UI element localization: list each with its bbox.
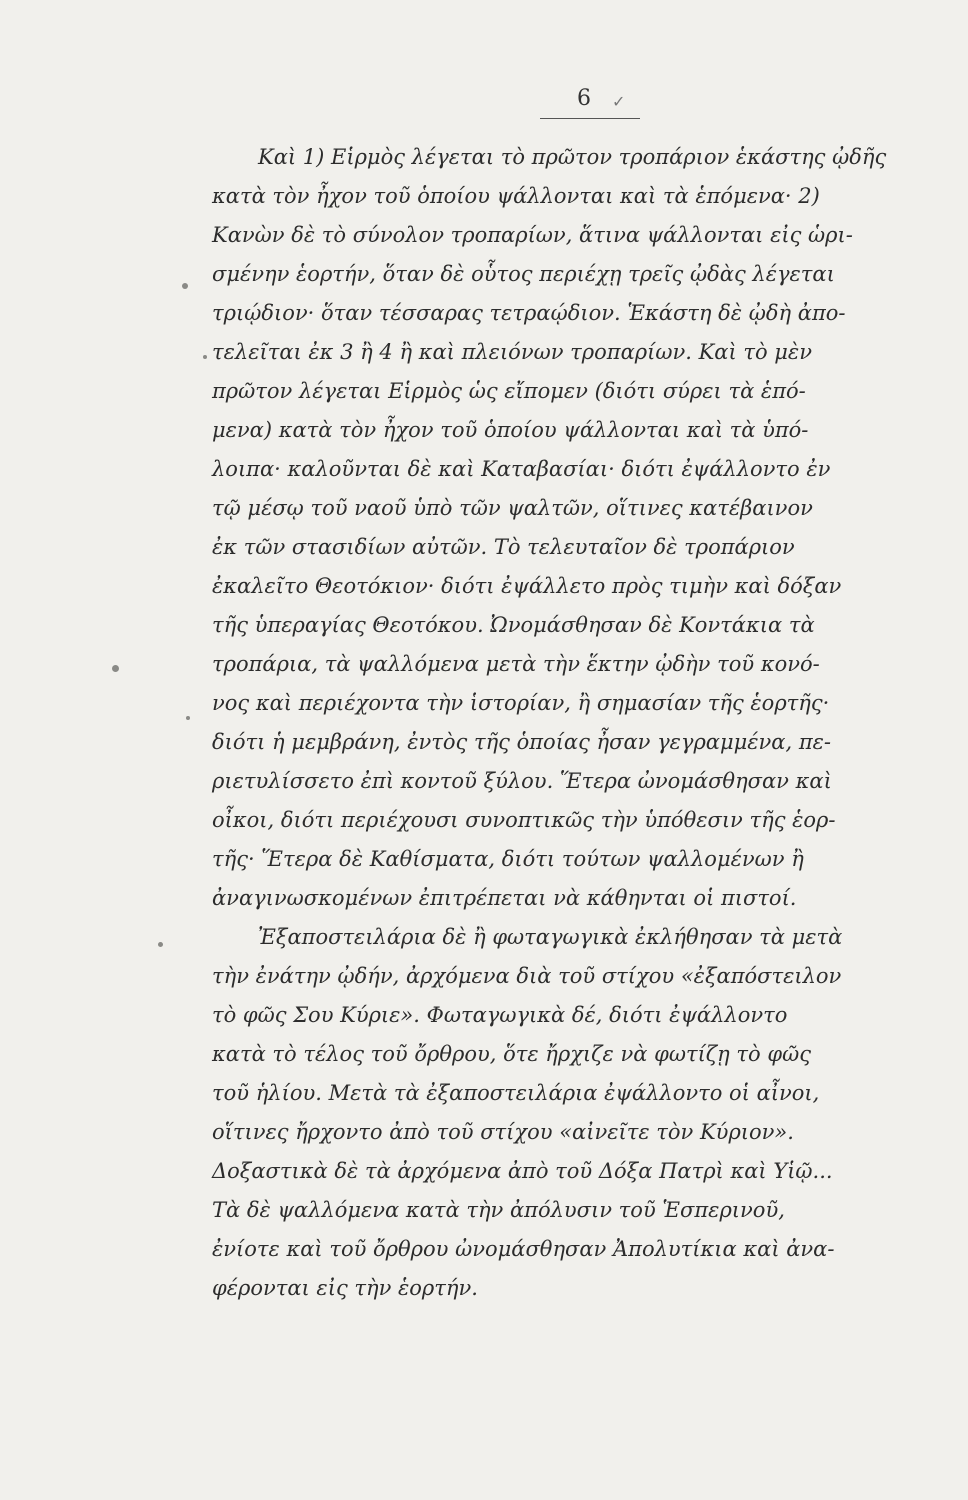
paper-speck (182, 283, 188, 289)
body-text (212, 138, 962, 1308)
text-line: τῷ μέσῳ τοῦ ναοῦ ὑπὸ τῶν ψαλτῶν, οἵτινες κατέβαινον (212, 496, 813, 520)
paper-speck (158, 942, 163, 947)
text-line: τελεῖται ἐκ 3 ἢ 4 ἢ καὶ πλειόνων τροπαρίων. Καὶ τὸ μὲν (212, 340, 812, 364)
text-line: ἐνίοτε καὶ τοῦ ὄρθρου ὠνομάσθησαν Ἀπολυτίκια καὶ ἀνα- (212, 1237, 835, 1261)
text-line: Τὰ δὲ ψαλλόμενα κατὰ τὴν ἀπόλυσιν τοῦ Ἑσπερινοῦ, (212, 1198, 785, 1222)
paper-speck (186, 716, 190, 720)
text-line: Καὶ 1) Εἱρμὸς λέγεται τὸ πρῶτον τροπάριον ἑκάστης ᾠδῆς (258, 145, 887, 169)
text-line: Ἐξαποστειλάρια δὲ ἢ φωταγωγικὰ ἐκλήθησαν τὰ μετὰ (258, 925, 843, 949)
text-line: ἀναγινωσκομένων ἐπιτρέπεται νὰ κάθηνται οἱ πιστοί. (212, 886, 797, 910)
text-line: πρῶτον λέγεται Εἱρμὸς ὡς εἴπομεν (διότι σύρει τὰ ἑπό- (212, 379, 806, 403)
text-line: κατὰ τὸ τέλος τοῦ ὄρθρου, ὅτε ἤρχιζε νὰ φωτίζῃ τὸ φῶς (212, 1042, 811, 1066)
text-line: οἵτινες ἤρχοντο ἀπὸ τοῦ στίχου «αἰνεῖτε τὸν Κύριον». (212, 1120, 794, 1144)
text-line: μενα) κατὰ τὸν ἦχον τοῦ ὁποίου ψάλλονται καὶ τὰ ὑπό- (212, 418, 809, 442)
page-number: 6 (577, 86, 592, 111)
text-line: ριετυλίσσετο ἐπὶ κοντοῦ ξύλου. Ἕτερα ὠνομάσθησαν καὶ (212, 769, 832, 793)
text-line: Κανὼν δὲ τὸ σύνολον τροπαρίων, ἅτινα ψάλλονται εἰς ὡρι- (212, 223, 853, 247)
text-line: τροπάρια, τὰ ψαλλόμενα μετὰ τὴν ἕκτην ᾠδὴν τοῦ κονό- (212, 652, 820, 676)
text-line: νος καὶ περιέχοντα τὴν ἱστορίαν, ἢ σημασίαν τῆς ἑορτῆς· (212, 691, 830, 715)
text-line: σμένην ἑορτήν, ὅταν δὲ οὗτος περιέχῃ τρεῖς ᾠδὰς λέγεται (212, 262, 835, 286)
paper-speck (112, 665, 119, 672)
text-line: διότι ἡ μεμβράνη, ἐντὸς τῆς ὁποίας ἦσαν γεγραμμένα, πε- (212, 730, 832, 754)
text-line: λοιπα· καλοῦνται δὲ καὶ Καταβασίαι· διότι ἐψάλλοντο ἐν (212, 457, 831, 481)
handwritten-check-mark: ✓ (612, 92, 626, 111)
text-line: οἶκοι, διότι περιέχουσι συνοπτικῶς τὴν ὑπόθεσιν τῆς ἑορ- (212, 808, 836, 832)
text-line: Δοξαστικὰ δὲ τὰ ἀρχόμενα ἀπὸ τοῦ Δόξα Πατρὶ καὶ Υἱῷ... (212, 1159, 833, 1183)
paper-speck (203, 355, 207, 359)
page-number-rule (540, 118, 640, 119)
text-line: κατὰ τὸν ἦχον τοῦ ὁποίου ψάλλονται καὶ τὰ ἑπόμενα· 2) (212, 184, 820, 208)
text-line: τριῴδιον· ὅταν τέσσαρας τετραῴδιον. Ἑκάστη δὲ ᾠδὴ ἀπο- (212, 301, 846, 325)
text-line: τὸ φῶς Σου Κύριε». Φωταγωγικὰ δέ, διότι ἐψάλλοντο (212, 1003, 788, 1027)
text-line: τοῦ ἡλίου. Μετὰ τὰ ἐξαποστειλάρια ἐψάλλοντο οἱ αἶνοι, (212, 1081, 820, 1105)
text-line: ἐκ τῶν στασιδίων αὐτῶν. Τὸ τελευταῖον δὲ τροπάριον (212, 535, 795, 559)
text-line: ἐκαλεῖτο Θεοτόκιον· διότι ἐψάλλετο πρὸς τιμὴν καὶ δόξαν (212, 574, 842, 598)
text-line: φέρονται εἰς τὴν ἑορτήν. (212, 1276, 478, 1300)
text-line: τὴν ἐνάτην ᾠδήν, ἀρχόμενα διὰ τοῦ στίχου «ἐξαπόστειλον (212, 964, 842, 988)
text-line: τῆς ὑπεραγίας Θεοτόκου. Ὠνομάσθησαν δὲ Κοντάκια τὰ (212, 613, 815, 637)
text-line: τῆς· Ἕτερα δὲ Καθίσματα, διότι τούτων ψαλλομένων ἢ (212, 847, 804, 871)
